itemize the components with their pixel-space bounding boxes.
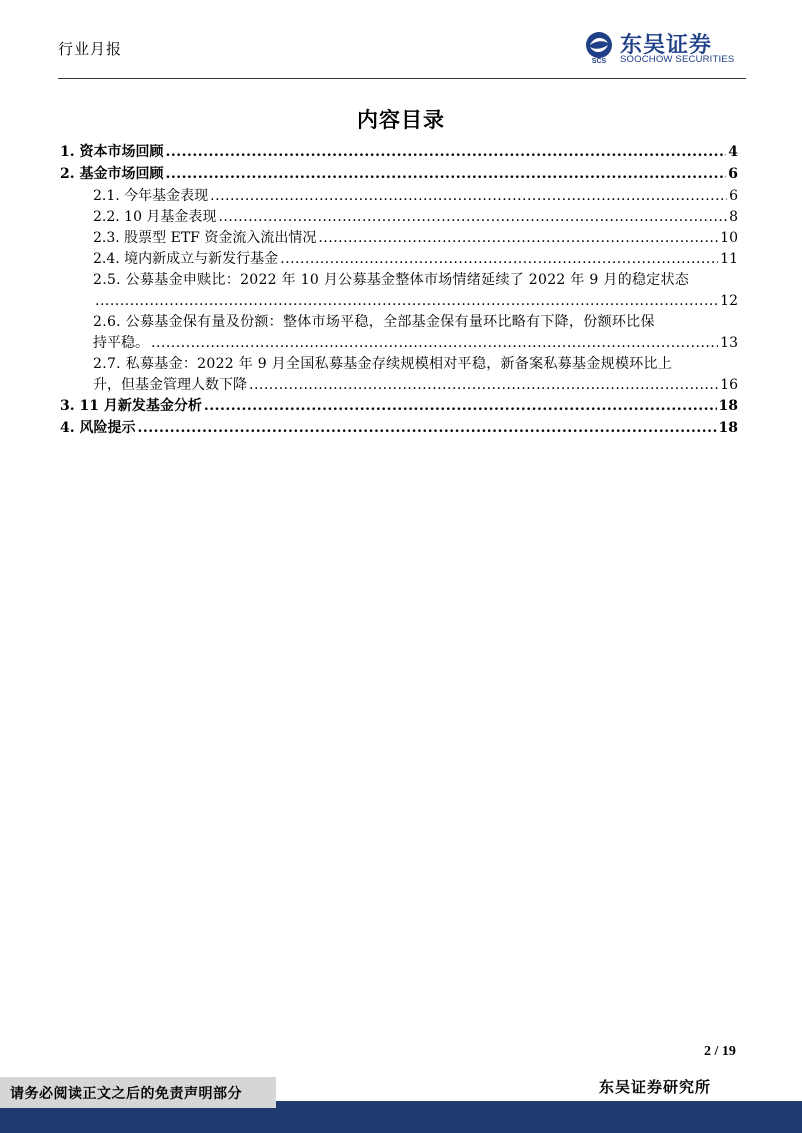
footer-bar-left <box>0 1108 276 1133</box>
toc-entry-text-line2: 持平稳。 <box>93 335 149 351</box>
toc-entry-text-line1: 2.6. 公募基金保有量及份额：整体市场平稳，全部基金保有量环比略有下降，份额环比保 <box>93 314 655 330</box>
toc-entry-text: 4. 风险提示 <box>60 420 136 436</box>
toc-entry-text: 2.3. 股票型 ETF 资金流入流出情况 <box>93 230 317 246</box>
toc-leader-dots <box>138 418 717 439</box>
brand-logo <box>582 28 746 68</box>
toc-entry-page: 18 <box>718 398 738 414</box>
brand-name-cn: 东吴证券 <box>620 33 713 58</box>
toc-leader-dots <box>210 186 727 207</box>
disclaimer-box <box>0 1077 276 1108</box>
brand-name-en: SOOCHOW SECURITIES <box>620 54 735 65</box>
toc-leader-dots <box>151 333 718 354</box>
toc-entry-text: 2.2. 10 月基金表现 <box>93 209 217 225</box>
institute-name: 东吴证券研究所 <box>599 1078 712 1096</box>
toc-entry-2-5[interactable] <box>60 270 738 312</box>
toc-entry-page: 6 <box>728 166 738 182</box>
toc-entry-page: 18 <box>718 420 738 436</box>
table-of-contents <box>60 142 738 440</box>
toc-entry-page: 10 <box>720 230 738 246</box>
toc-entry-3[interactable] <box>60 396 738 417</box>
toc-entry-text: 1. 资本市场回顾 <box>60 144 164 160</box>
brand-mark-text: SCS <box>591 58 607 64</box>
toc-entry-text-line2: 升，但基金管理人数下降 <box>93 377 247 393</box>
toc-entry-page: 11 <box>720 251 738 267</box>
toc-entry-text: 2.1. 今年基金表现 <box>93 188 209 204</box>
toc-entry-page: 6 <box>729 188 738 204</box>
report-type-label: 行业月报 <box>58 40 123 58</box>
toc-entry-2-4[interactable] <box>60 249 738 270</box>
toc-entry-page: 12 <box>720 293 738 309</box>
toc-entry-text-line1: 2.5. 公募基金申赎比：2022 年 10 月公募基金整体市场情绪延续了 2022 年 9 月的稳定状态 <box>93 272 690 288</box>
toc-entry-text-line1: 2.7. 私募基金：2022 年 9 月全国私募基金存续规模相对平稳，新备案私募基金规模环比上 <box>93 356 673 372</box>
page-number: 2 / 19 <box>704 1044 736 1059</box>
toc-title: 内容目录 <box>357 108 445 132</box>
toc-entry-4[interactable] <box>60 418 738 439</box>
toc-entry-2-7[interactable] <box>60 354 738 396</box>
toc-entry-text: 2.4. 境内新成立与新发行基金 <box>93 251 279 267</box>
toc-leader-dots <box>166 142 727 163</box>
soochow-logo-icon <box>582 30 616 64</box>
toc-entry-2-3[interactable] <box>60 228 738 249</box>
toc-entry-text: 2. 基金市场回顾 <box>60 166 164 182</box>
toc-entry-2-6[interactable] <box>60 312 738 354</box>
toc-entry-page: 16 <box>720 377 738 393</box>
disclaimer-text: 请务必阅读正文之后的免责声明部分 <box>10 1086 242 1102</box>
toc-leader-dots <box>204 396 717 417</box>
toc-entry-page: 4 <box>728 144 738 160</box>
toc-entry-text: 3. 11 月新发基金分析 <box>60 398 202 414</box>
toc-leader-dots <box>218 207 727 228</box>
toc-leader-dots <box>166 164 727 185</box>
toc-entry-2-1[interactable] <box>60 186 738 207</box>
header-divider <box>58 78 746 79</box>
toc-entry-1[interactable] <box>60 142 738 163</box>
toc-entry-2[interactable] <box>60 164 738 185</box>
toc-entry-page: 8 <box>729 209 738 225</box>
toc-entry-2-2[interactable] <box>60 207 738 228</box>
footer-bar <box>276 1101 802 1133</box>
toc-entry-page: 13 <box>720 335 738 351</box>
toc-leader-dots <box>280 249 718 270</box>
toc-leader-dots <box>249 375 718 396</box>
toc-leader-dots <box>95 291 718 312</box>
toc-leader-dots <box>318 228 718 249</box>
